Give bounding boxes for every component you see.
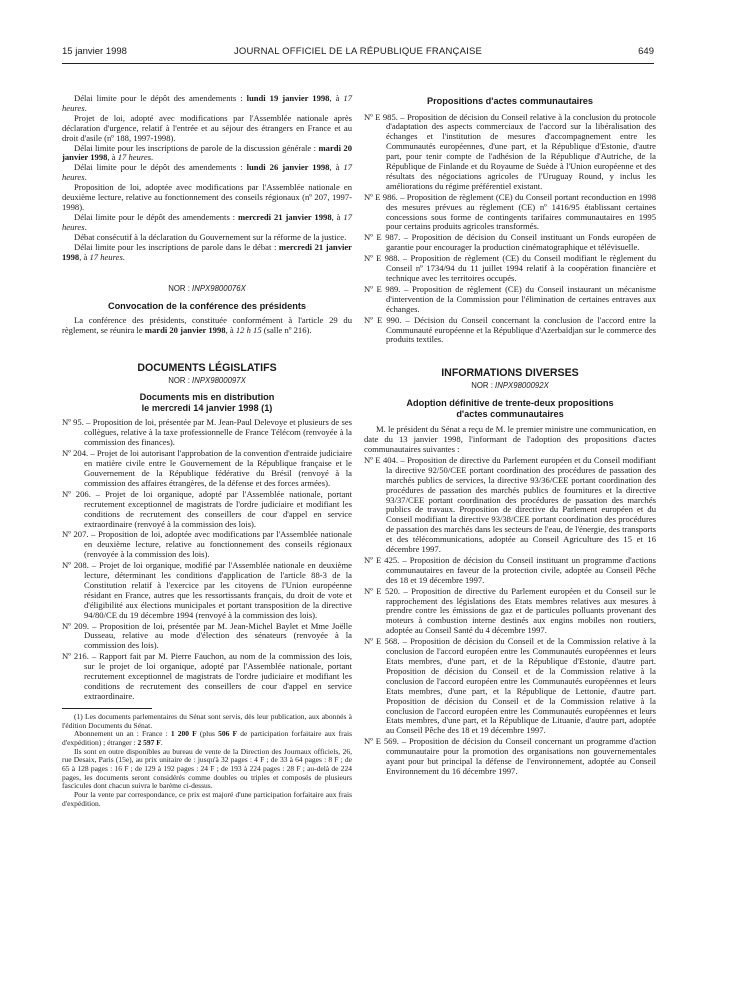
intro-paragraph: Délai limite pour le dépôt des amendements : lundi 19 janvier 1998, à 17 heures. xyxy=(62,93,352,113)
list-item: Nº 208. – Projet de loi organique, modifié par l'Assemblée nationale en deuxième lecture, déterminant les conditions d'application de l'article 88-3 de la Constitution relatif à l'exercice par les citoyens de l'Union européenne résidant en France, autres que les ressortissants français, du droit de vote et d'éligibilité aux élections municipales et portant transposition de la directive 94/80/CE du 19 décembre 1994 (renvoyé à la commission des lois). xyxy=(62,560,352,620)
list-item: Nº E 990. – Décision du Conseil concernant la conclusion de l'accord entre la Communauté européenne et la République d'Azerbaïdjan sur le commerce des produits textiles. xyxy=(364,314,656,345)
list-item: Nº E 988. – Proposition de règlement (CE) du Conseil modifiant le règlement du Conseil nº 1734/94 du 11 juillet 1994 relatif à la coopération financière et technique avec les territoires occupés. xyxy=(364,253,656,283)
header-date: 15 janvier 1998 xyxy=(62,46,127,57)
conference-paragraph: La conférence des présidents, constituée conformément à l'article 29 du règlement, se réunira le mardi 20 janvier 1998, à 12 h 15 (salle nº 216). xyxy=(62,314,352,335)
list-item: Nº 204. – Projet de loi autorisant l'approbation de la convention d'entraide judiciaire en matière civile entre le Gouvernement de la République française et le Gouvernement de la République fédérative du Brésil (renvoyé à la commission des affaires étrangères, de la défense et des forces armées). xyxy=(62,448,352,488)
intro-paragraph: Proposition de loi, adoptée avec modifications par l'Assemblée nationale en deuxième lecture, relative au fonctionnement des conseils régionaux (nº 207, 1997-1998). xyxy=(62,182,352,212)
list-item: Nº E 987. – Proposition de décision du Conseil instituant un Fonds européen de garantie pour encourager la production cinématographique et télévisuelle. xyxy=(364,232,656,253)
intro-paragraphs xyxy=(62,94,352,262)
running-header xyxy=(62,46,654,60)
list-item: Nº 95. – Proposition de loi, présentée par M. Jean-Paul Delevoye et plusieurs de ses collègues, relative à la taxe professionnelle de France Télécom (renvoyée à la commission des finances). xyxy=(62,417,352,448)
documents-heading: Documents mis en distribution xyxy=(139,392,275,403)
journal-title: JOURNAL OFFICIEL DE LA RÉPUBLIQUE FRANÇAISE xyxy=(233,46,483,57)
nor-reference: NOR : INPX9800092X xyxy=(471,381,549,391)
documents-heading-date: le mercredi 14 janvier 1998 (1) xyxy=(141,402,273,413)
list-item: Nº 216. – Rapport fait par M. Pierre Fauchon, au nom de la commission des lois, sur le projet de loi organique, adopté par l'Assemblée nationale, portant recrutement exceptionnel de magistrats de l'ordre judiciaire et modifiant les conditions de recrutement des conseillers de cour d'appel en service extraordinaire. xyxy=(62,651,352,701)
intro-paragraph: Délai limite pour les inscriptions de parole de la discussion générale : mardi 20 janvier 1998, à 17 heures. xyxy=(62,142,352,163)
documents-list xyxy=(62,418,352,701)
intro-paragraph: Délai limite pour le dépôt des amendements : lundi 26 janvier 1998, à 17 heures. xyxy=(62,162,352,183)
footnote-rule xyxy=(62,708,152,709)
intro-paragraph: Débat consécutif à la déclaration du Gouvernement sur la réforme de la justice. xyxy=(74,231,347,242)
nor-reference: NOR : INPX9800076X xyxy=(168,284,246,294)
list-item: Nº E 425. – Proposition de décision du Conseil instituant un programme d'actions communautaires en faveur de la protection civile, adoptée au Conseil Pêche des 18 et 19 décembre 1997. xyxy=(364,554,656,585)
conference-heading: Convocation de la conférence des présidents xyxy=(107,301,307,312)
intro-paragraph: Projet de loi, adopté avec modifications par l'Assemblée nationale après déclaration d'urgence, relatif à l'entrée et au séjour des étrangers en France et au droit d'asile (nº 188, 1997-1998). xyxy=(62,112,352,143)
footnotes xyxy=(62,713,352,809)
adoption-heading: Adoption définitive de trente-deux propositions xyxy=(406,398,614,409)
nor-reference: NOR : INPX9800097X xyxy=(168,375,246,385)
list-item: Nº 209. – Proposition de loi, présentée par M. Jean-Michel Baylet et Mme Joëlle Dusseau, relative au mode d'élection des sénateurs (renvoyée à la commission des lois). xyxy=(62,620,352,651)
page-number: 649 xyxy=(638,46,654,57)
right-column xyxy=(364,96,656,778)
adoption-intro: M. le président du Sénat a reçu de M. le premier ministre une communication, en date du 13 janvier 1998, l'informant de l'adoption des propositions d'actes communautaires suivantes : xyxy=(364,424,656,454)
list-item: Nº E 568. – Proposition de décision du Conseil et de la Commission relative à la conclusion de l'accord européen entre les Communautés européennes et leurs Etats membres, d'une part, et de la République d'Estonie, d'autre part. Proposition de décision du Conseil et de la Commission relative à la conclusion de l'accord européen entre les Communautés européennes et leurs Etats membres, d'une part, et la République de Lettonie, d'autre part. Proposition de décision du Conseil et de la Commission relative à la conclusion de l'accord européen entre les Communautés européennes et leurs Etats membres, d'une part, et la République de Lituanie, d'autre part, adoptée au Conseil Pêche des 18 et 19 décembre 1997. xyxy=(364,636,656,736)
list-item: Nº E 520. – Proposition de directive du Parlement européen et du Conseil sur le rapprochement des législations des Etats membres relatives aux mesures à prendre contre les émissions de gaz et de particules polluants provenant des moteurs à combustion interne destinés aux engins mobiles non routiers, adoptée au Conseil Santé du 4 décembre 1997. xyxy=(364,585,656,636)
section-heading-informations: INFORMATIONS DIVERSES xyxy=(441,367,579,380)
left-column xyxy=(62,94,352,809)
footnote: Abonnement un an : France : 1 200 F (plus 506 F de participation forfaitaire aux frais d'expédition) ; étranger : 2 597 F. xyxy=(62,729,352,747)
section-heading-legislatifs: DOCUMENTS LÉGISLATIFS xyxy=(137,361,277,374)
list-item: Nº E 985. – Proposition de décision du Conseil relative à la conclusion du protocole d'adaptation des aspects commerciaux de l'accord sur la libéralisation des échanges et l'institution de mesures d'accompagnement entre les Communautés européennes, d'une part, et la République d'Estonie, d'autre part, pour tenir compte de l'adhésion de la République d'Autriche, de la République de Finlande et du Royaume de Suède à l'Union européenne et des résultats des négociations agricoles de l'Uruguay Round, y inclus les améliorations du régime préférentiel existant. xyxy=(364,111,656,191)
list-item: Nº 206. – Projet de loi organique, adopté par l'Assemblée nationale, portant recrutement exceptionnel de magistrats de l'ordre judiciaire et modifiant les conditions de recrutement des conseillers de cour d'appel en service extraordinaire (renvoyé à la commission des lois). xyxy=(62,488,352,529)
intro-paragraph: Délai limite pour les inscriptions de parole dans le débat : mercredi 21 janvier 1998, à 17 heures. xyxy=(62,241,353,262)
intro-paragraph: Délai limite pour le dépôt des amendements : mercredi 21 janvier 1998, à 17 heures. xyxy=(62,211,352,232)
propositions-heading: Propositions d'actes communautaires xyxy=(426,96,594,106)
adoptions-list xyxy=(364,456,656,777)
list-item: Nº E 986. – Proposition de règlement (CE) du Conseil portant reconduction en 1998 des mesures prévues au règlement (CE) nº 1416/95 établissant certaines concessions sous forme de contingents tarifaires communautaires en 1995 pour certains produits agricoles transformés. xyxy=(364,191,656,232)
list-item: Nº E 989. – Proposition de règlement (CE) du Conseil instaurant un mécanisme d'intervention de la Commission pour l'élimination de certaines entraves aux échanges. xyxy=(364,283,656,314)
list-item: Nº 207. – Proposition de loi, adoptée avec modifications par l'Assemblée nationale en deuxième lecture, relative au fonctionnement des conseils régionaux (renvoyée à la commission des lois). xyxy=(62,529,352,560)
list-item: Nº E 569. – Proposition de décision du Conseil concernant un programme d'action communautaire pour la promotion des organisations non gouvernementales ayant pour but principal la défense de l'environnement, adoptée au Conseil Environnement du 16 décembre 1997. xyxy=(364,736,656,776)
footnote: Ils sont en outre disponibles au bureau de vente de la Direction des Journaux officiels, 26, rue Desaix, Paris (15e), au prix unitaire de : jusqu'à 32 pages : 4 F ; de 33 à 64 pages : 8 F ; de 65 à 128 pages : 16 F ; de 129 à 192 pages : 24 F ; de 193 à 224 pages : 28 F ; au-delà de 224 pages, les documents seront considérés comme doubles ou triples et composés de plusieurs fascicules dont chacun suivra le barème ci-dessus. xyxy=(62,746,352,791)
adoption-heading-line2: d'actes communautaires xyxy=(456,408,564,419)
footnote: (1) Les documents parlementaires du Sénat sont servis, dès leur publication, aux abonnés à l'édition Documents du Sénat. xyxy=(62,711,352,730)
header-rule xyxy=(62,63,654,64)
propositions-list xyxy=(364,113,656,346)
footnote: Pour la vente par correspondance, ce prix est majoré d'une participation forfaitaire aux frais d'expédition. xyxy=(62,790,352,808)
list-item: Nº E 404. – Proposition de directive du Parlement européen et du Conseil modifiant la directive 92/50/CEE portant coordination des procédures de passation des marchés publics de services, la directive 93/36/CEE portant coordination des procédures de passation des marchés publics de fournitures et la directive 93/37/CEE portant coordination des procédures de passation des marchés publics de travaux. Proposition de directive du Parlement européen et du Conseil modifiant la directive 93/38/CEE portant coordination des procédures de passation des marchés dans les secteurs de l'eau, de l'énergie, des transports et des télécommunications, adoptée au Conseil Agriculture des 15 et 16 décembre 1997. xyxy=(364,454,656,555)
